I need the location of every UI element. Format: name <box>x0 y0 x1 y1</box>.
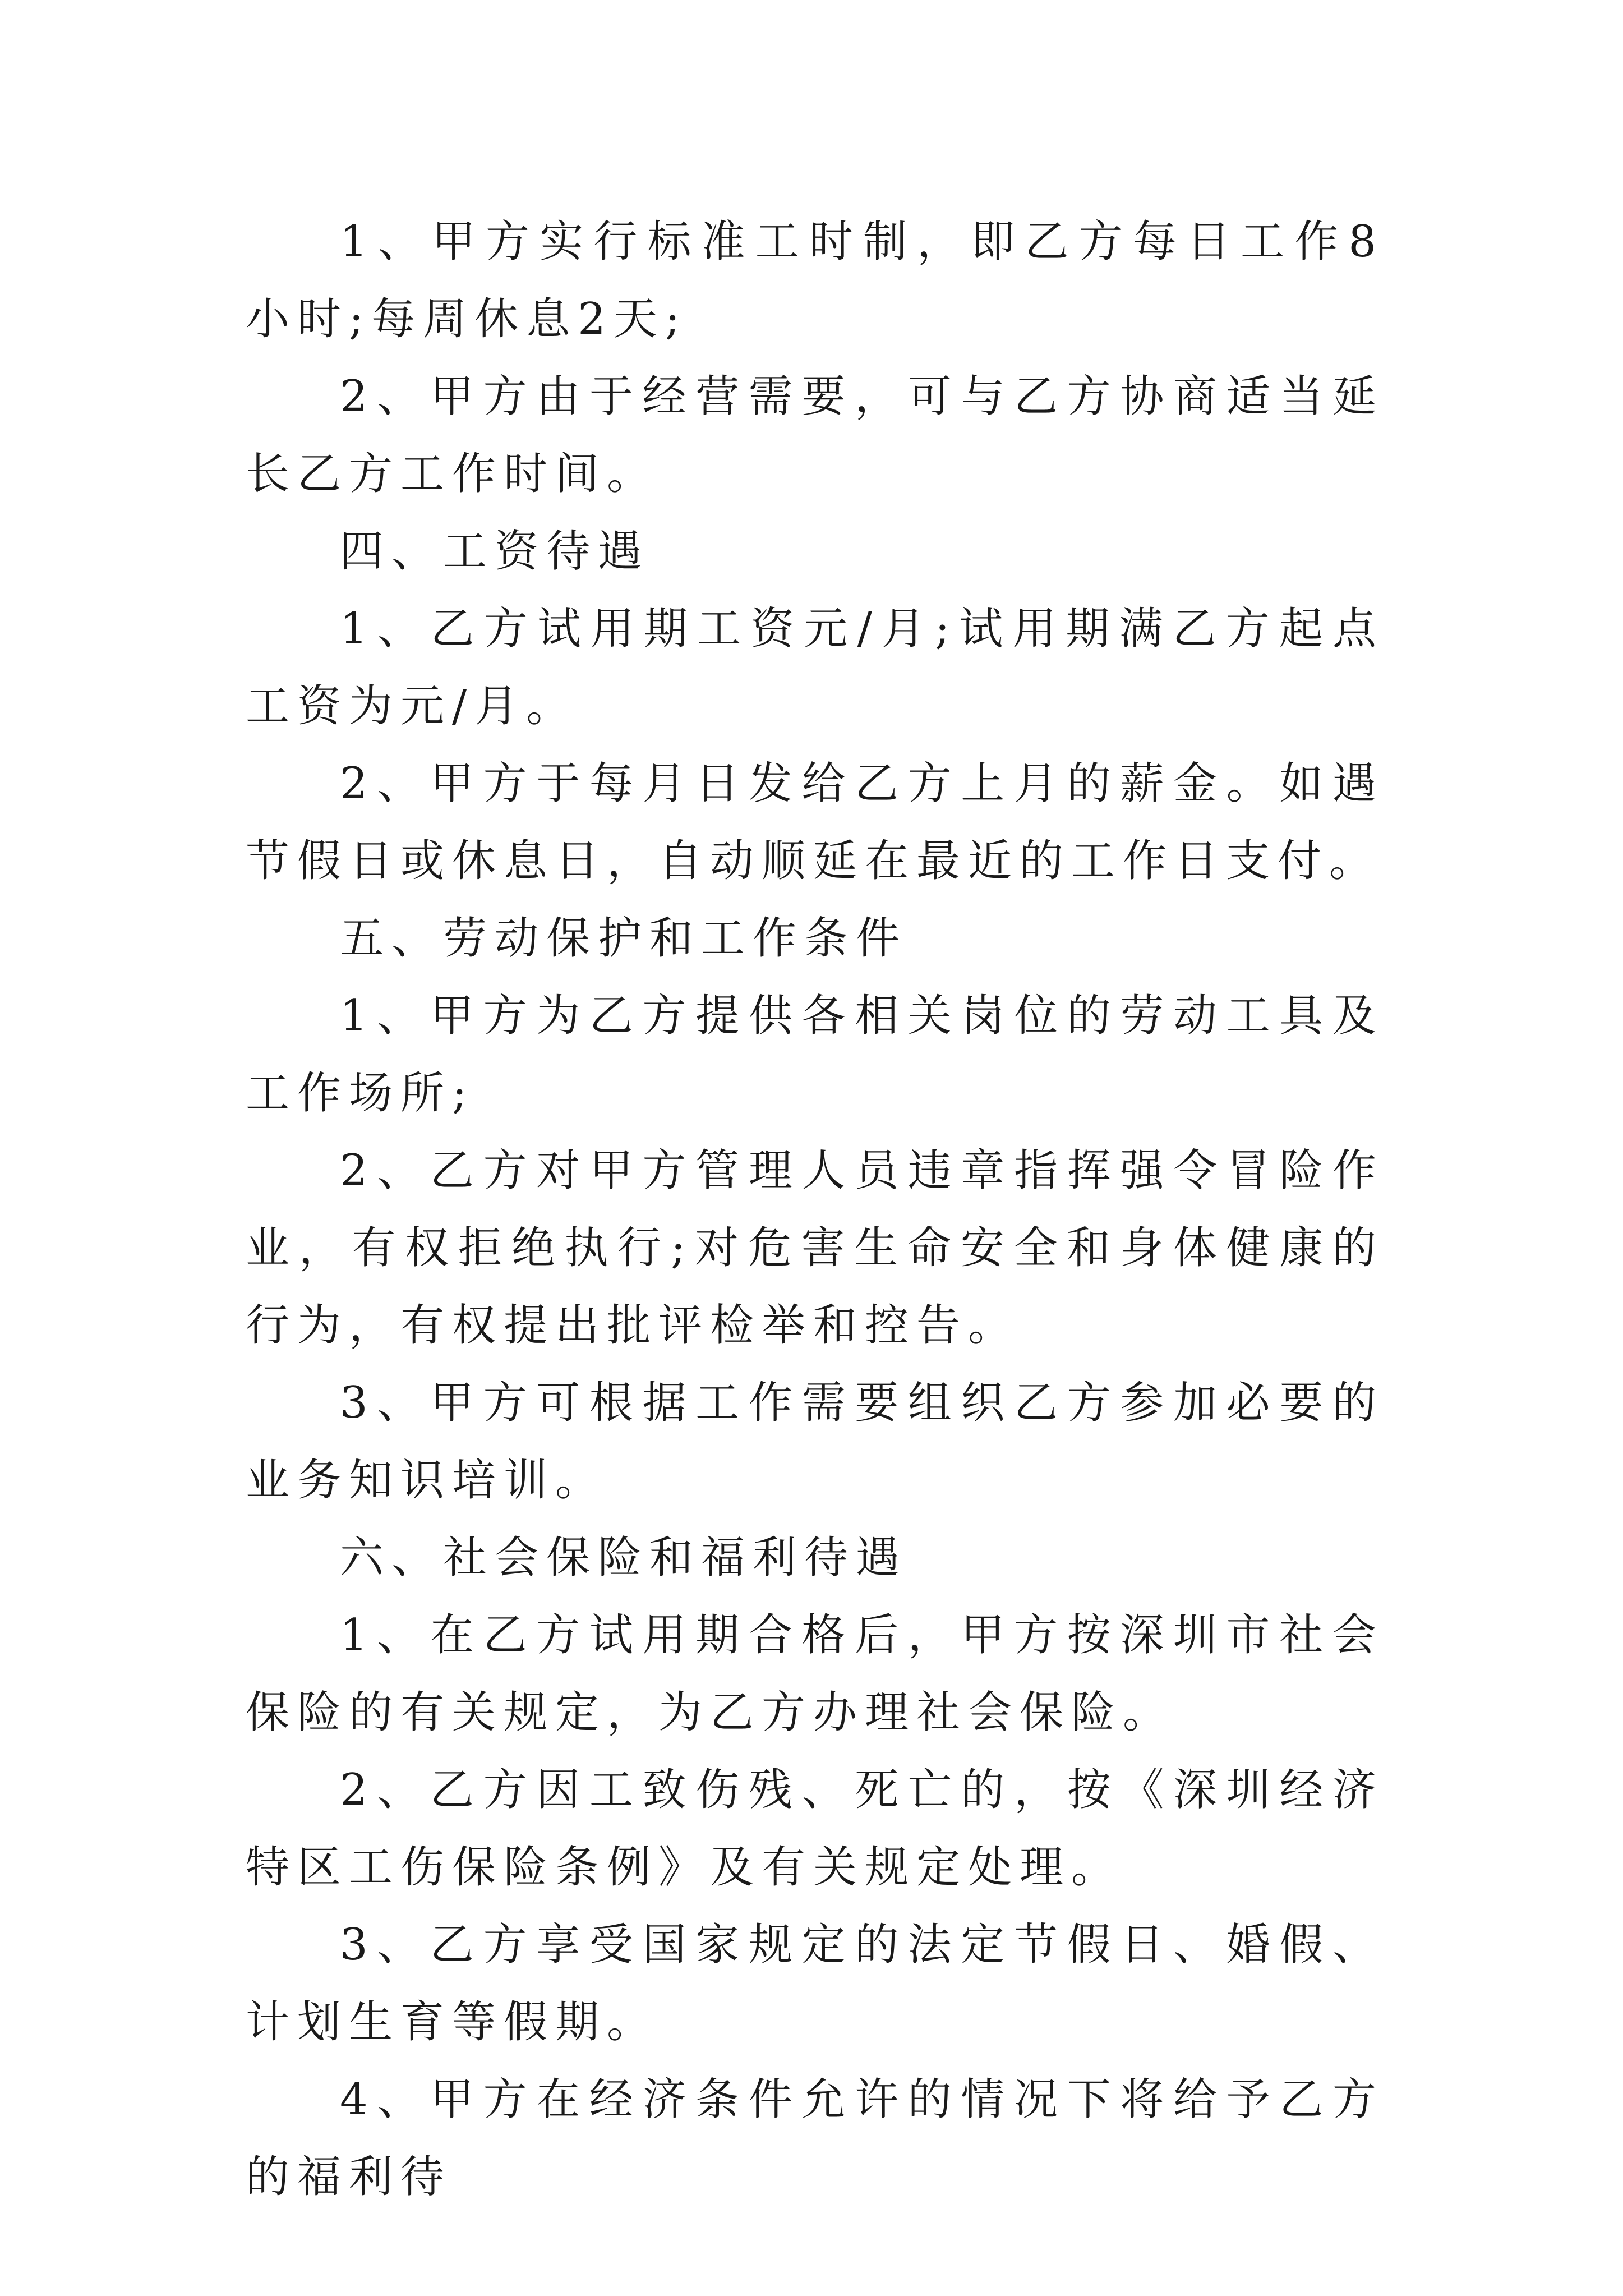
clause-social-insurance-3: 3、乙方享受国家规定的法定节假日、婚假、计划生育等假期。 <box>246 1920 1384 2047</box>
clause-labor-protection-2: 2、乙方对甲方管理人员违章指挥强令冒险作业，有权拒绝执行;对危害生命安全和身体健康的行为，有权提出批评检举和控告。 <box>246 1145 1384 1351</box>
section-heading-social-insurance: 六、社会保险和福利待遇 <box>340 1533 908 1583</box>
document-body <box>246 203 1384 2216</box>
clause-social-insurance-2: 2、乙方因工致伤残、死亡的，按《深圳经济特区工伤保险条例》及有关规定处理。 <box>246 1765 1384 1893</box>
clause-social-insurance-4: 4、甲方在经济条件允许的情况下将给予乙方的福利待 <box>246 2074 1384 2202</box>
clause-working-hours-1: 1、甲方实行标准工时制，即乙方每日工作8小时;每周休息2天; <box>246 217 1384 344</box>
section-heading-wages: 四、工资待遇 <box>340 526 650 577</box>
clause-working-hours-2: 2、甲方由于经营需要，可与乙方协商适当延长乙方工作时间。 <box>246 371 1384 499</box>
clause-wages-1: 1、乙方试用期工资元/月;试用期满乙方起点工资为元/月。 <box>246 604 1384 731</box>
clause-social-insurance-1: 1、在乙方试用期合格后，甲方按深圳市社会保险的有关规定，为乙方办理社会保险。 <box>246 1610 1384 1738</box>
section-heading-labor-protection: 五、劳动保护和工作条件 <box>340 913 908 964</box>
clause-labor-protection-3: 3、甲方可根据工作需要组织乙方参加必要的业务知识培训。 <box>246 1378 1384 1506</box>
clause-labor-protection-1: 1、甲方为乙方提供各相关岗位的劳动工具及工作场所; <box>246 991 1384 1119</box>
clause-wages-2: 2、甲方于每月日发给乙方上月的薪金。如遇节假日或休息日，自动顺延在最近的工作日支付。 <box>246 758 1384 886</box>
